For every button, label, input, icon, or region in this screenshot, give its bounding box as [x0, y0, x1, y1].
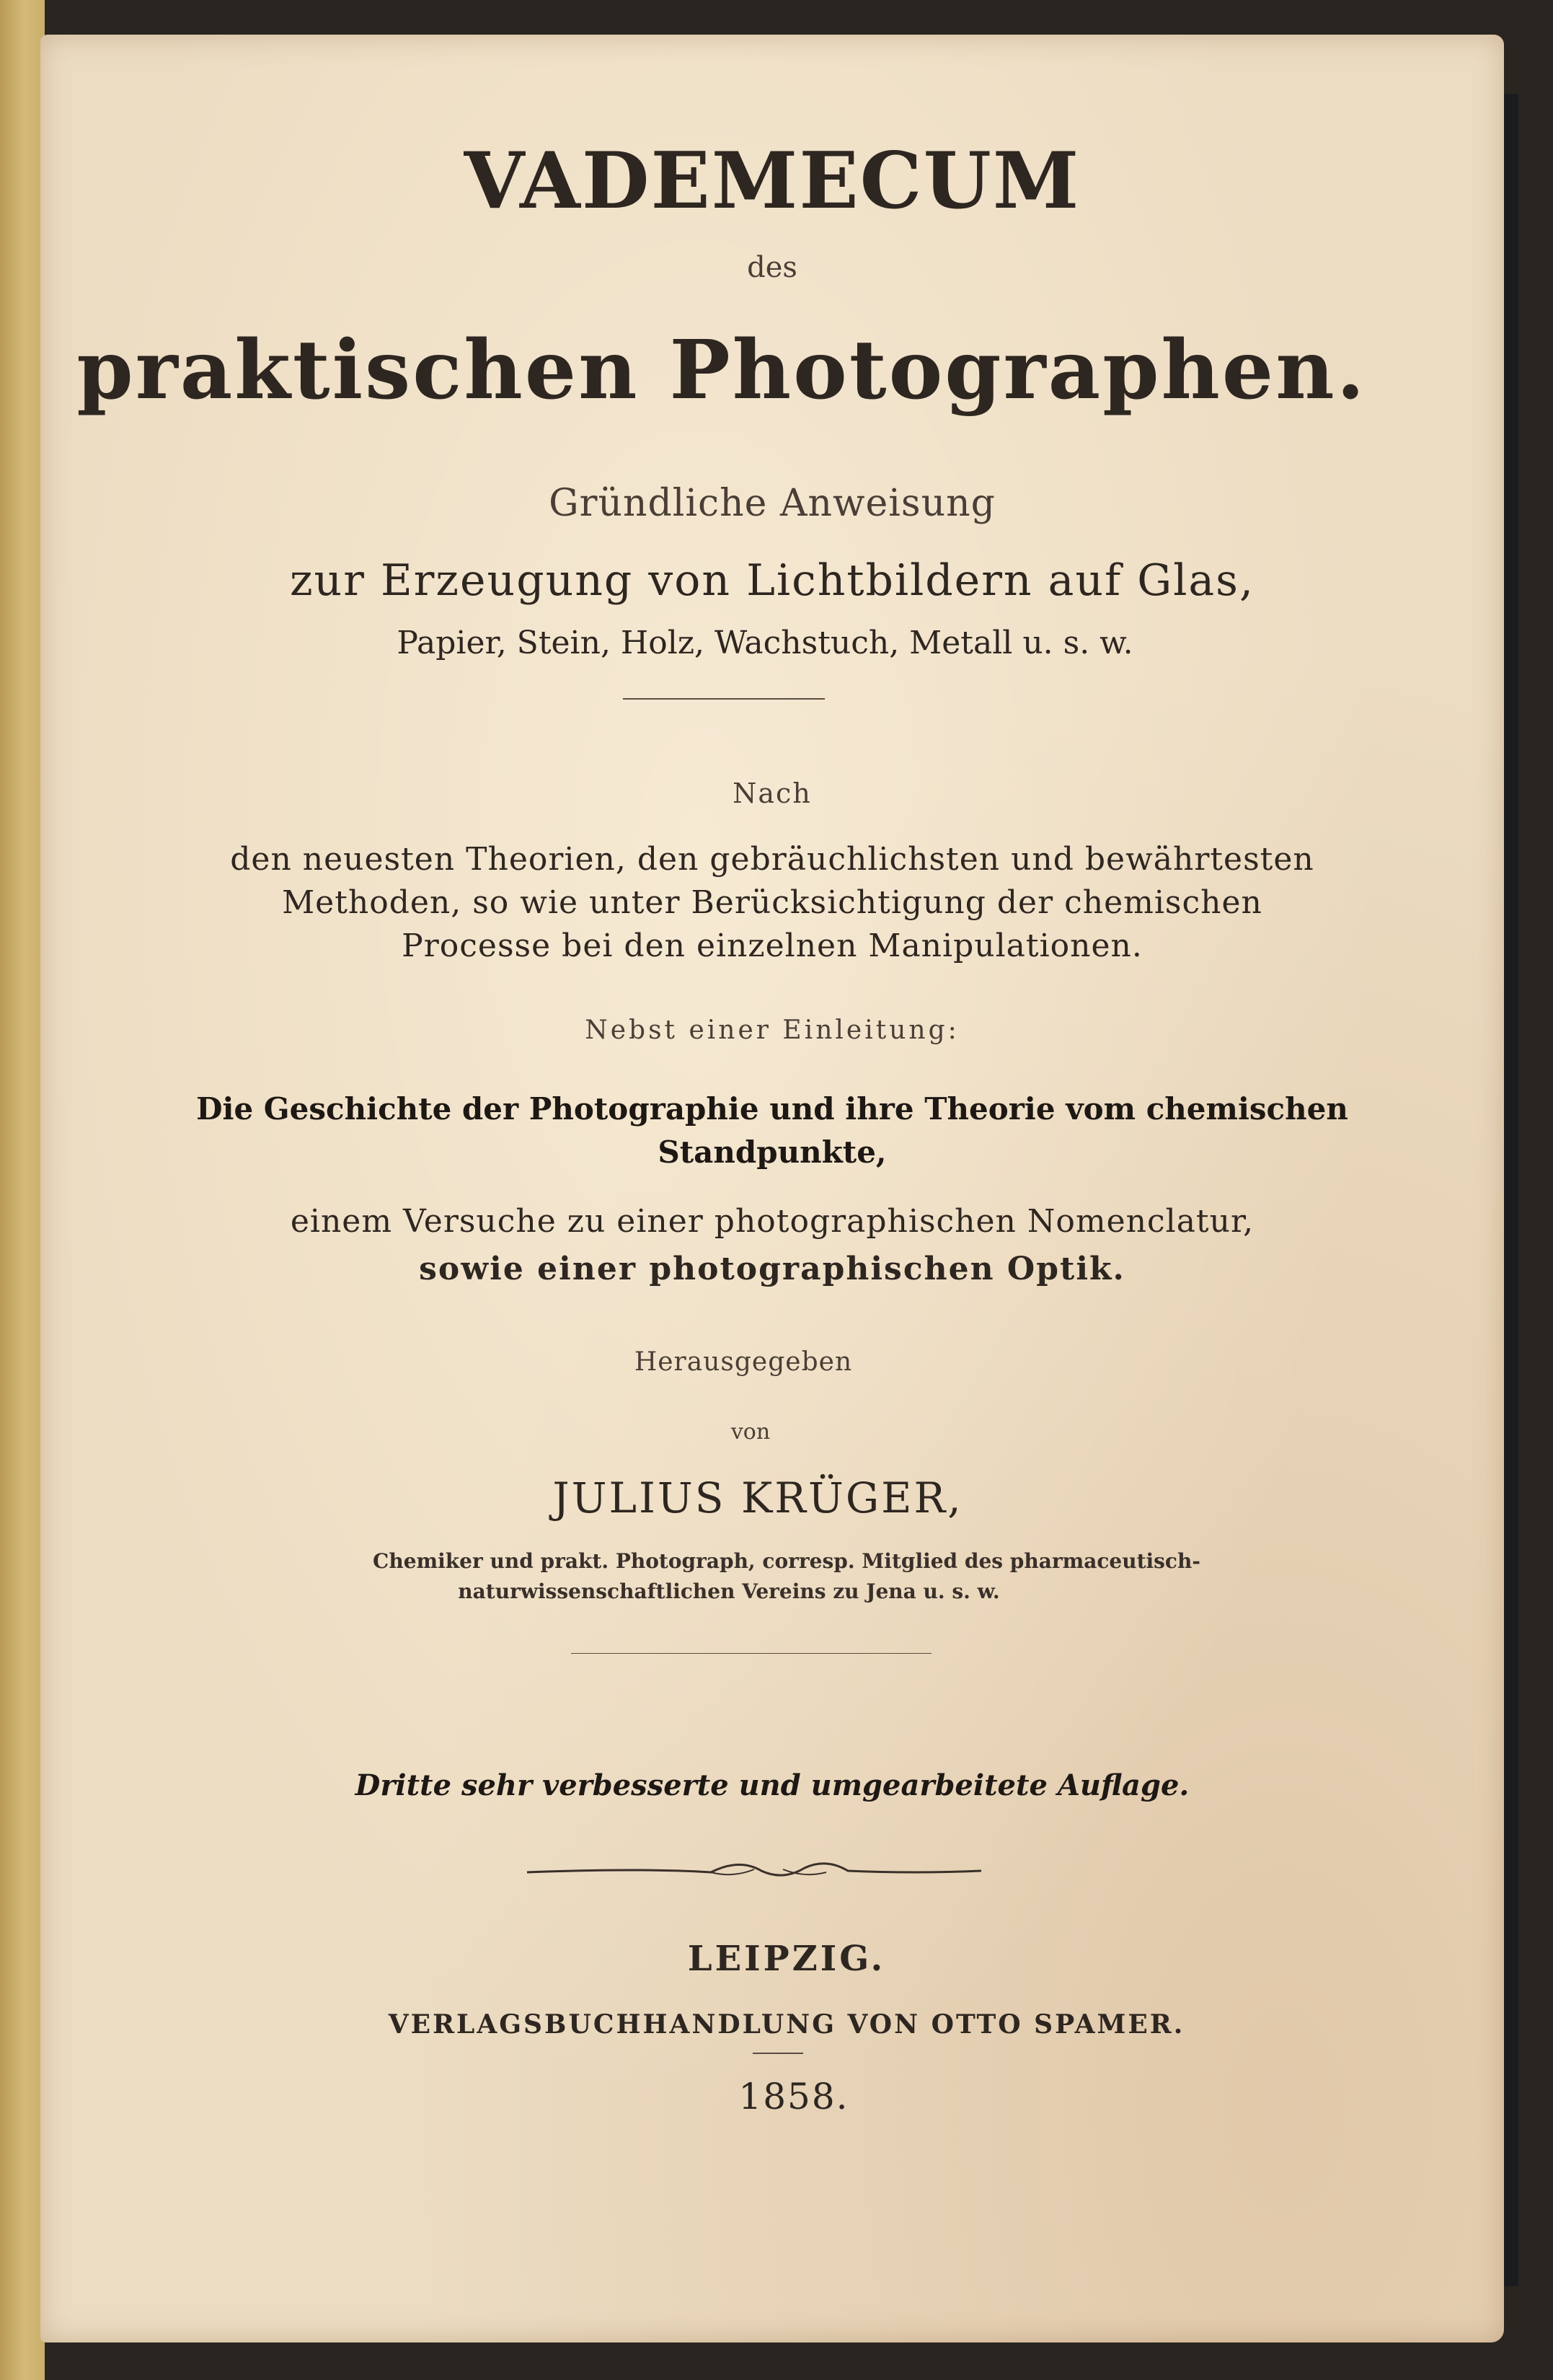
des-word: des	[747, 251, 797, 284]
author-affiliation-line-1: Chemiker und prakt. Photograph, corresp. Mitglied des pharmaceutisch-	[373, 1549, 1200, 1573]
divider-rule-3	[753, 2053, 803, 2054]
introduction-line-1: Die Geschichte der Photographie und ihre Theorie vom chemischen	[196, 1091, 1348, 1127]
author-affiliation-line-2: naturwissenschaftlichen Vereins zu Jena u. s. w.	[458, 1579, 1000, 1603]
ornament-flourish-icon	[523, 1852, 985, 1888]
author-name: JULIUS KRÜGER,	[552, 1473, 963, 1522]
subtitle: praktischen Photographen.	[76, 323, 1367, 418]
divider-rule-2	[571, 1653, 932, 1654]
divider-rule-1	[623, 698, 825, 700]
description-line-3: Papier, Stein, Holz, Wachstuch, Metall u. s. w.	[397, 625, 1133, 661]
herausgegeben-word: Herausgegeben	[634, 1347, 853, 1377]
title: VADEMECUM	[464, 136, 1081, 226]
publication-year: 1858.	[738, 2076, 849, 2117]
publisher: VERLAGSBUCHHANDLUNG VON OTTO SPAMER.	[388, 2009, 1185, 2040]
title-page	[40, 35, 1504, 2342]
methods-line-2: Methoden, so wie unter Berücksichtigung der chemischen	[282, 884, 1262, 921]
introduction-line-3: einem Versuche zu einer photographischen Nomenclatur,	[290, 1203, 1255, 1240]
introduction-line-4: sowie einer photographischen Optik.	[419, 1251, 1125, 1287]
nebst-line: Nebst einer Einleitung:	[585, 1015, 960, 1045]
methods-line-3: Processe bei den einzelnen Manipulationen.	[402, 927, 1143, 964]
von-word: von	[730, 1419, 771, 1445]
publication-city: LEIPZIG.	[687, 1939, 886, 1979]
introduction-line-2: Standpunkte,	[658, 1134, 887, 1170]
edition-statement: Dritte sehr verbesserte und umgearbeitete Auflage.	[355, 1768, 1190, 1802]
nach-word: Nach	[733, 777, 812, 809]
description-line-1: Gründliche Anweisung	[549, 482, 996, 525]
methods-line-1: den neuesten Theorien, den gebräuchlichsten und bewährtesten	[230, 841, 1314, 878]
description-line-2: zur Erzeugung von Lichtbildern auf Glas,	[289, 555, 1255, 606]
